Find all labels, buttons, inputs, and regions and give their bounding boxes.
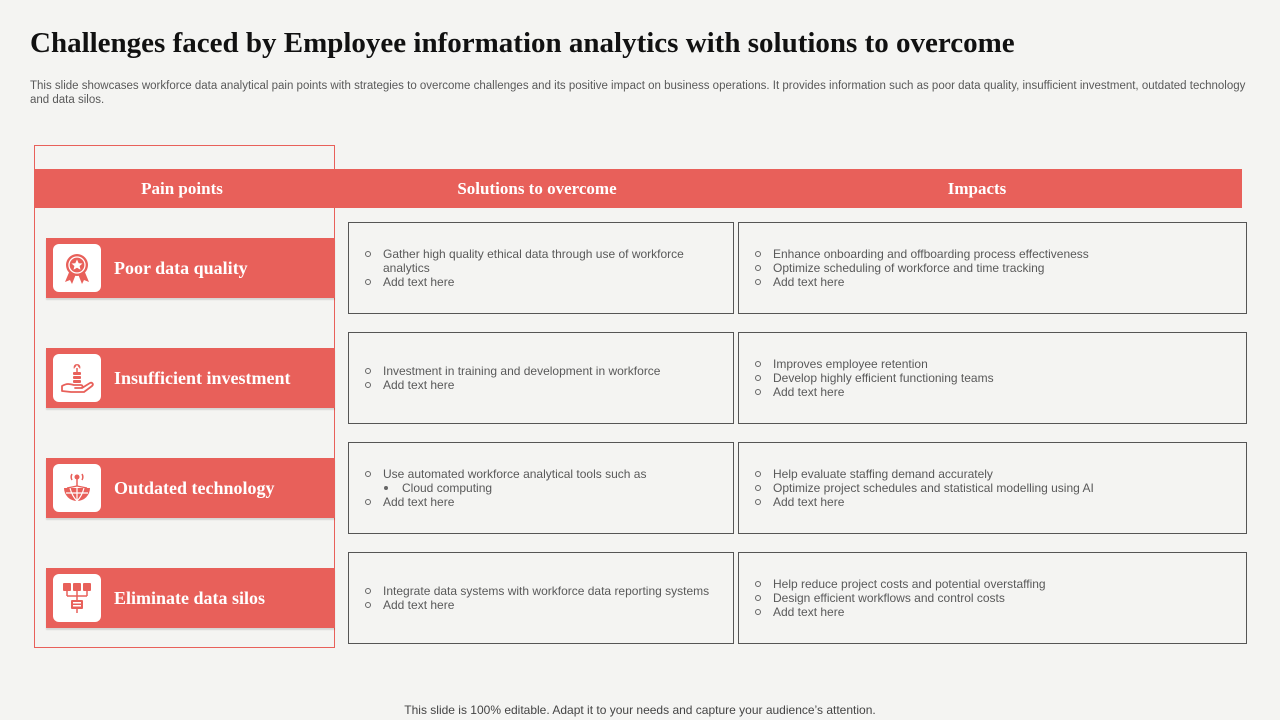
pain-item-insufficient-investment [46,348,335,408]
table-header-bar [34,169,1242,208]
impact-item: Develop highly efficient functioning teams [755,371,994,385]
impact-box [738,552,1247,644]
solution-box [348,332,734,424]
footer-note: This slide is 100% editable. Adapt it to your needs and capture your audience’s attention. [404,703,876,717]
pain-label: Eliminate data silos [114,588,266,608]
impact-box [738,332,1247,424]
impact-box [738,442,1247,534]
pain-item-outdated-technology [46,458,335,518]
award-ribbon-icon [53,244,101,292]
impact-item: Help reduce project costs and potential overstaffing [755,577,1046,591]
impact-item: Add text here [755,385,994,399]
impact-item: Enhance onboarding and offboarding process effectiveness [755,247,1089,261]
solution-item: Add text here [365,495,646,509]
header-impacts: Impacts [947,179,1007,198]
solution-subitem: Cloud computing [365,481,646,495]
pain-item-eliminate-data-silos [46,568,335,628]
impact-item: Optimize scheduling of workforce and time tracking [755,261,1089,275]
impact-item: Design efficient workflows and control costs [755,591,1046,605]
impact-item: Add text here [755,605,1046,619]
network-globe-icon [53,464,101,512]
page-title: Challenges faced by Employee information analytics with solutions to overcome [30,27,1015,59]
header-pain-points: Pain points [141,179,223,198]
pain-label: Poor data quality [114,258,248,278]
impact-item: Help evaluate staffing demand accurately [755,467,1094,481]
pain-label: Outdated technology [114,478,275,498]
solution-item: Add text here [365,378,660,392]
solution-item: Integrate data systems with workforce data reporting systems [365,584,709,598]
solution-item: Add text here [365,275,715,289]
solution-item: Investment in training and development in workforce [365,364,660,378]
hand-money-icon [53,354,101,402]
solution-item: Gather high quality ethical data through use of workforce analytics [365,247,715,275]
solution-item: Use automated workforce analytical tools such as [365,467,646,481]
solution-item: Add text here [365,598,709,612]
page-subtitle: This slide showcases workforce data analytical pain points with strategies to overcome challenges and its positive impact on business operations. It provides information such as poor data quality, insufficient investment, outdated technology and data silos. [30,80,1246,106]
impact-box [738,222,1247,314]
solution-box [348,552,734,644]
data-hierarchy-icon [53,574,101,622]
impact-item: Optimize project schedules and statistical modelling using AI [755,481,1094,495]
pain-item-poor-data-quality [46,238,335,298]
solution-box [348,222,734,314]
pain-label: Insufficient investment [114,368,291,388]
header-solutions: Solutions to overcome [457,179,617,198]
impact-item: Add text here [755,495,1094,509]
solution-box [348,442,734,534]
impact-item: Improves employee retention [755,357,994,371]
impact-item: Add text here [755,275,1089,289]
